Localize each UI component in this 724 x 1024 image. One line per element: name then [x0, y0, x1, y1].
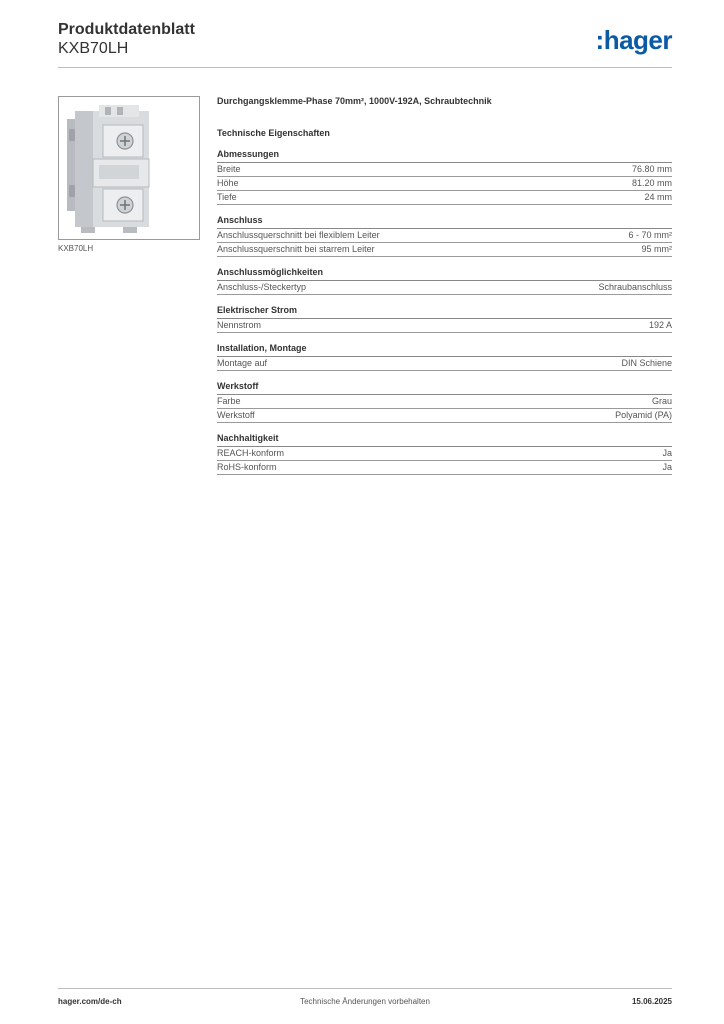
property-label: Höhe	[217, 178, 239, 188]
property-label: Anschlussquerschnitt bei flexiblem Leiter	[217, 230, 380, 240]
property-row	[217, 281, 672, 295]
technical-properties-heading: Technische Eigenschaften	[217, 128, 330, 138]
property-value: Schraubanschluss	[598, 282, 672, 292]
section-title: Werkstoff	[217, 381, 672, 395]
property-label: Werkstoff	[217, 410, 255, 420]
section-title: Anschluss	[217, 215, 672, 229]
property-row	[217, 357, 672, 371]
property-sections	[217, 149, 672, 475]
product-description: Durchgangsklemme-Phase 70mm², 1000V-192A, Schraubtechnik	[217, 96, 492, 106]
product-properties	[217, 95, 672, 475]
property-label: Anschluss-/Steckertyp	[217, 282, 307, 292]
section-title: Nachhaltigkeit	[217, 433, 672, 447]
property-row	[217, 319, 672, 333]
footer-website: hager.com/de-ch	[58, 997, 122, 1006]
property-section	[217, 267, 672, 295]
property-label: Breite	[217, 164, 241, 174]
property-section	[217, 305, 672, 333]
property-value: Ja	[662, 462, 672, 472]
product-image	[58, 96, 200, 240]
property-label: REACH-konform	[217, 448, 285, 458]
property-row	[217, 395, 672, 409]
property-section	[217, 215, 672, 257]
section-title: Abmessungen	[217, 149, 672, 163]
property-label: RoHS-konform	[217, 462, 277, 472]
property-value: 76.80 mm	[631, 164, 672, 174]
image-caption: KXB70LH	[58, 244, 94, 253]
document-title: Produktdatenblatt	[58, 21, 195, 38]
property-value: Grau	[651, 396, 672, 406]
terminal-block-illustration	[59, 97, 199, 239]
property-section	[217, 343, 672, 371]
property-section	[217, 433, 672, 475]
property-value: 6 - 70 mm²	[628, 230, 672, 240]
property-label: Nennstrom	[217, 320, 262, 330]
property-label: Farbe	[217, 396, 241, 406]
property-section	[217, 381, 672, 423]
property-row	[217, 177, 672, 191]
property-label: Tiefe	[217, 192, 237, 202]
property-label: Anschlussquerschnitt bei starrem Leiter	[217, 244, 375, 254]
property-row	[217, 447, 672, 461]
property-row	[217, 229, 672, 243]
property-row	[217, 461, 672, 475]
property-value: 95 mm²	[641, 244, 672, 254]
property-label: Montage auf	[217, 358, 268, 368]
footer-date: 15.06.2025	[631, 997, 672, 1006]
footer-notice: Technische Änderungen vorbehalten	[300, 997, 430, 1006]
product-code: KXB70LH	[58, 40, 129, 57]
footer-divider	[58, 988, 672, 989]
property-value: DIN Schiene	[621, 358, 672, 368]
property-row	[217, 409, 672, 423]
property-row	[217, 191, 672, 205]
property-value: Ja	[662, 448, 672, 458]
document-header	[58, 20, 672, 58]
property-row	[217, 163, 672, 177]
property-section	[217, 149, 672, 205]
section-title: Installation, Montage	[217, 343, 672, 357]
section-title: Elektrischer Strom	[217, 305, 672, 319]
property-value: 24 mm	[644, 192, 672, 202]
property-value: 81.20 mm	[631, 178, 672, 188]
header-divider	[58, 67, 672, 68]
property-value: 192 A	[648, 320, 672, 330]
section-title: Anschlussmöglichkeiten	[217, 267, 672, 281]
property-row	[217, 243, 672, 257]
hager-logo: :hager	[595, 25, 672, 55]
property-value: Polyamid (PA)	[615, 410, 672, 420]
